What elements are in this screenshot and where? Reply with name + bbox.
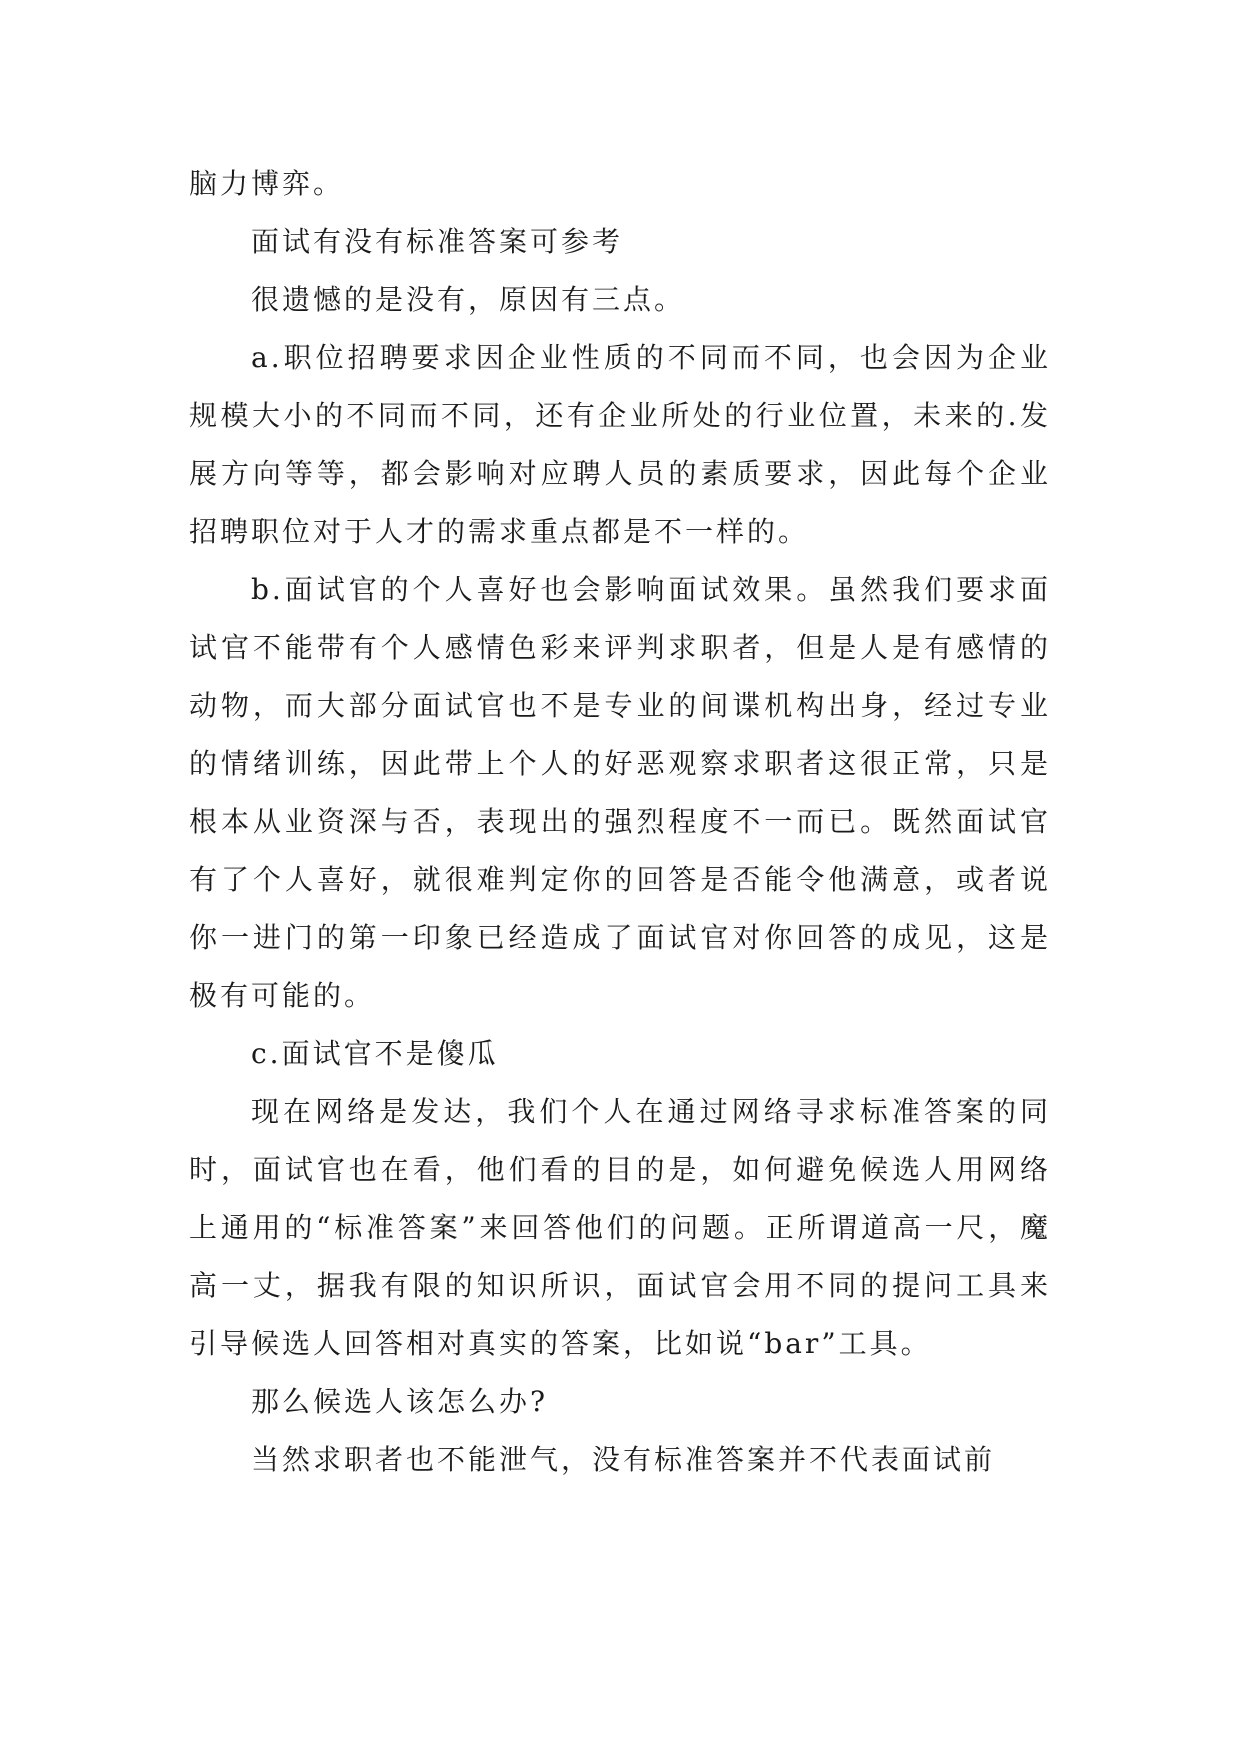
paragraph-point-c-detail: 现在网络是发达，我们个人在通过网络寻求标准答案的同时，面试官也在看，他们看的目的是，如何避免候选人用网络上通用的“标准答案”来回答他们的问题。正所谓道高一尺，魔高一丈，据我有限的知识所识，面试官会用不同的提问工具来引导候选人回答相对真实的答案，比如说“bar”工具。 [189, 1095, 1051, 1360]
paragraph-point-b: b.面试官的个人喜好也会影响面试效果。虽然我们要求面试官不能带有个人感情色彩来评判求职者，但是人是有感情的动物，而大部分面试官也不是专业的间谍机构出身，经过专业的情绪训练，因此带上个人的好恶观察求职者这很正常，只是根本从业资深与否，表现出的强烈程度不一而已。既然面试官有了个人喜好，就很难判定你的回答是否能令他满意，或者说你一进门的第一印象已经造成了面试官对你回答的成见，这是极有可能的。 [189, 573, 1051, 1012]
paragraph-final: 当然求职者也不能泄气，没有标准答案并不代表面试前 [251, 1443, 996, 1476]
paragraph-point-c: c.面试官不是傻瓜 [251, 1037, 499, 1070]
paragraph-question-heading: 面试有没有标准答案可参考 [251, 225, 624, 258]
paragraph-answer-intro: 很遗憾的是没有，原因有三点。 [251, 283, 686, 316]
paragraph-point-a: a.职位招聘要求因企业性质的不同而不同，也会因为企业规模大小的不同而不同，还有企业所处的行业位置，未来的.发展方向等等，都会影响对应聘人员的素质要求，因此每个企业招聘职位对于人才的需求重点都是不一样的。 [189, 341, 1051, 548]
document-body [189, 155, 1051, 1489]
paragraph-continuation: 脑力博弈。 [189, 167, 345, 200]
paragraph-question-next: 那么候选人该怎么办? [251, 1385, 549, 1418]
